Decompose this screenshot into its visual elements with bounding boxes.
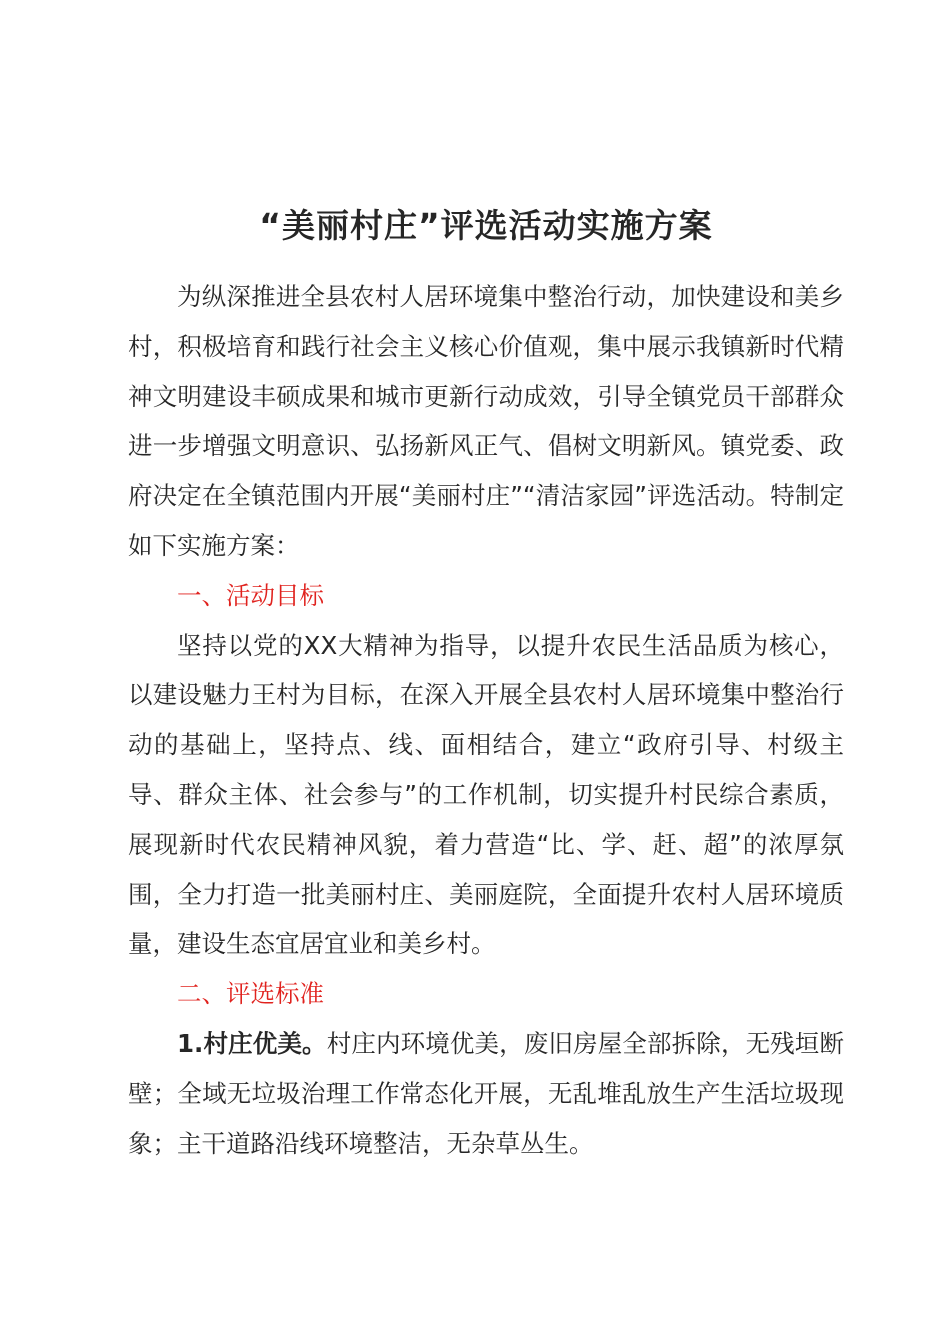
document-title: “美丽村庄”评选活动实施方案 bbox=[259, 206, 713, 245]
objectives-paragraph: 坚持以党的XX大精神为指导，以提升农民生活品质为核心，以建设魅力王村为目标，在深入开展全县农村人居环境集中整治行动的基础上，坚持点、线、面相结合，建立“政府引导、村级主导、群众主体、社会参与”的工作机制，切实提升村民综合素质，展现新时代农民精神风貌，着力营造“比、学、赶、超”的浓厚氛围，全力打造一批美丽村庄、美丽庭院，全面提升农村人居环境质量，建设生态宜居宜业和美乡村。 bbox=[128, 630, 844, 959]
criteria-item-1 bbox=[128, 1019, 844, 1168]
intro-paragraph: 为纵深推进全县农村人居环境集中整治行动，加快建设和美乡村，积极培育和践行社会主义核心价值观，集中展示我镇新时代精神文明建设丰硕成果和城市更新行动成效，引导全镇党员干部群众进一步增强文明意识、弘扬新风正气、倡树文明新风。镇党委、政府决定在全镇范围内开展“美丽村庄”“清洁家园”评选活动。特制定如下实施方案： bbox=[128, 282, 844, 560]
document-body bbox=[128, 272, 844, 1168]
criteria-item-1-label: 1.村庄优美。 bbox=[177, 1028, 327, 1058]
section-heading-objectives: 一、活动目标 bbox=[177, 580, 324, 610]
section-heading-criteria: 二、评选标准 bbox=[177, 979, 324, 1009]
criteria-item-1-text: 村庄内环境优美，废旧房屋全部拆除，无残垣断壁；全域无垃圾治理工作常态化开展，无乱堆乱放生产生活垃圾现象；主干道路沿线环境整洁，无杂草丛生。 bbox=[128, 1028, 845, 1158]
